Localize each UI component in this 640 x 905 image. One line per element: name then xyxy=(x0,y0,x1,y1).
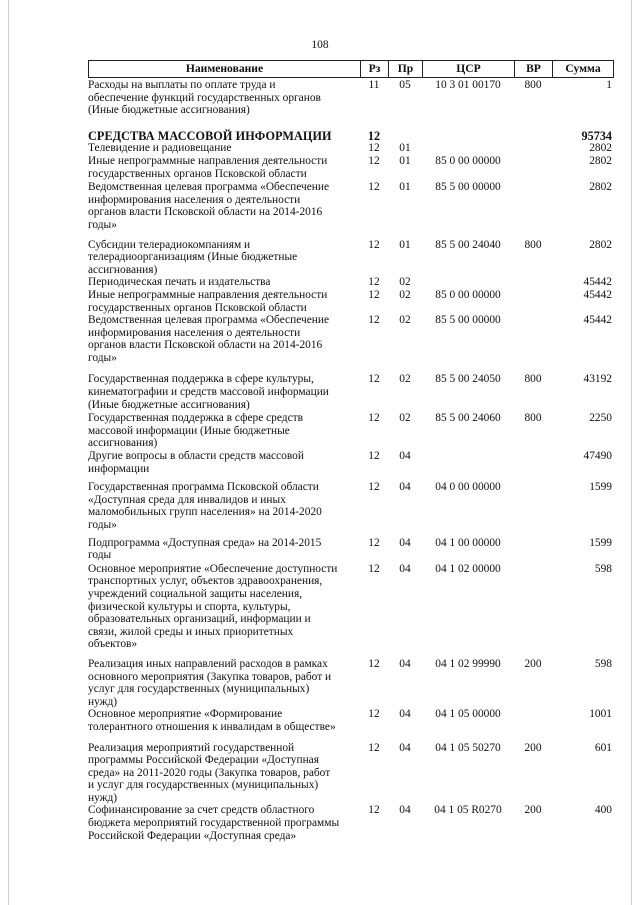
row-rz: 12 xyxy=(368,238,380,251)
table-row xyxy=(88,130,614,143)
row-pr: 04 xyxy=(399,562,411,575)
row-vr xyxy=(514,181,552,231)
table-row xyxy=(88,742,614,805)
row-vr xyxy=(514,289,552,314)
row-rz: 12 xyxy=(368,276,380,289)
row-csr: 85 5 00 00000 xyxy=(435,181,501,194)
header-csr: ЦСР xyxy=(422,61,514,77)
table-row xyxy=(88,373,614,411)
row-rz: 12 xyxy=(368,481,380,494)
row-sum: 47490 xyxy=(583,450,612,463)
row-rz: 12 xyxy=(368,804,380,817)
row-sum: 45442 xyxy=(583,314,612,327)
budget-table xyxy=(88,60,614,842)
row-csr: 04 1 02 99990 xyxy=(435,657,501,670)
row-csr: 04 1 02 00000 xyxy=(435,562,501,575)
table-row xyxy=(88,276,614,289)
row-pr: 02 xyxy=(399,288,411,301)
header-sum: Сумма xyxy=(552,61,614,77)
row-name: Телевидение и радиовещание xyxy=(88,142,232,155)
table-row xyxy=(88,314,614,364)
row-name: СРЕДСТВА МАССОВОЙ ИНФОРМАЦИИ xyxy=(88,128,332,143)
table-row xyxy=(88,142,614,155)
row-name: Основное мероприятие «Формирование толерантного отношения к инвалидам в обществе» xyxy=(88,708,336,733)
row-rz: 12 xyxy=(368,741,380,754)
row-sum: 43192 xyxy=(583,373,612,386)
table-row xyxy=(88,481,614,531)
row-csr xyxy=(422,142,514,155)
row-name: Ведомственная целевая программа «Обеспечение информирования населения о деятельности органов власти Псковской области на 2014-2016 годы» xyxy=(88,181,329,231)
row-rz: 12 xyxy=(368,314,380,327)
table-row xyxy=(88,804,614,842)
row-pr: 01 xyxy=(399,181,411,194)
row-rz: 12 xyxy=(368,536,380,549)
row-pr: 04 xyxy=(399,804,411,817)
table-row xyxy=(88,239,614,277)
row-sum: 45442 xyxy=(583,288,612,301)
row-sum: 598 xyxy=(594,657,612,670)
row-vr: 200 xyxy=(524,657,542,670)
row-rz: 12 xyxy=(368,657,380,670)
table-row xyxy=(88,658,614,708)
row-csr: 04 1 05 00000 xyxy=(435,708,501,721)
row-csr xyxy=(422,276,514,289)
table-row xyxy=(88,181,614,231)
row-vr xyxy=(514,537,552,562)
row-name: Субсидии телерадиокомпаниям и телерадиоорганизациям (Иные бюджетные ассигнования) xyxy=(88,238,298,276)
row-csr xyxy=(422,450,514,475)
row-csr: 04 1 05 50270 xyxy=(435,741,501,754)
row-rz: 12 xyxy=(368,708,380,721)
row-vr xyxy=(514,130,552,143)
row-pr: 04 xyxy=(399,481,411,494)
row-vr xyxy=(514,155,552,180)
row-pr: 01 xyxy=(399,238,411,251)
table-row xyxy=(88,79,614,117)
row-rz: 12 xyxy=(368,412,380,425)
row-csr: 85 5 00 24050 xyxy=(435,373,501,386)
row-vr: 800 xyxy=(524,79,542,91)
row-name: Периодическая печать и издательства xyxy=(88,276,271,289)
row-csr xyxy=(422,130,514,143)
row-sum: 601 xyxy=(594,741,612,754)
table-row xyxy=(88,563,614,651)
row-rz: 12 xyxy=(367,128,381,143)
row-vr: 800 xyxy=(524,373,542,386)
row-csr: 85 5 00 24040 xyxy=(435,238,501,251)
row-sum: 1 xyxy=(606,79,612,91)
header-name: Наименование xyxy=(88,61,360,77)
row-csr: 85 5 00 00000 xyxy=(435,314,501,327)
row-rz: 12 xyxy=(368,142,380,155)
row-name: Другие вопросы в области средств массовой информации xyxy=(88,450,304,475)
row-vr: 200 xyxy=(524,804,542,817)
row-pr: 01 xyxy=(399,142,411,155)
row-vr xyxy=(514,481,552,531)
row-pr: 04 xyxy=(399,536,411,549)
row-name: Софинансирование за счет средств областного бюджета мероприятий государственной программы Российской Федерации «Доступная среда» xyxy=(88,804,340,842)
row-name: Иные непрограммные направления деятельности государственных органов Псковской области xyxy=(88,288,328,314)
row-pr: 02 xyxy=(399,412,411,425)
row-vr xyxy=(514,142,552,155)
row-vr: 800 xyxy=(524,238,542,251)
row-csr: 10 3 01 00170 xyxy=(435,79,501,91)
row-name: Подпрограмма «Доступная среда» на 2014-2015 годы xyxy=(88,536,322,562)
row-sum: 1599 xyxy=(589,536,612,549)
row-sum: 45442 xyxy=(583,276,612,289)
row-vr: 800 xyxy=(524,412,542,425)
row-csr: 85 0 00 00000 xyxy=(435,154,501,167)
row-csr: 04 0 00 00000 xyxy=(435,481,501,494)
row-rz: 12 xyxy=(368,154,380,167)
row-vr xyxy=(514,563,552,651)
row-pr: 02 xyxy=(399,276,411,289)
row-vr xyxy=(514,276,552,289)
row-sum: 1599 xyxy=(589,481,612,494)
row-name: Иные непрограммные направления деятельности государственных органов Псковской области xyxy=(88,154,328,180)
row-name: Ведомственная целевая программа «Обеспечение информирования населения о деятельности органов власти Псковской области на 2014-2016 годы» xyxy=(88,314,329,364)
row-name: Государственная поддержка в сфере средств массовой информации (Иные бюджетные ассигнования) xyxy=(88,412,303,450)
row-sum: 2250 xyxy=(589,412,612,425)
row-pr: 02 xyxy=(399,373,411,386)
table-header xyxy=(88,60,614,78)
row-csr: 04 1 00 00000 xyxy=(435,536,501,549)
row-csr: 04 1 05 R0270 xyxy=(434,804,502,817)
row-rz: 12 xyxy=(368,450,380,463)
header-vr: ВР xyxy=(514,61,552,77)
row-csr: 85 0 00 00000 xyxy=(435,288,501,301)
row-name: Расходы на выплаты по оплате труда и обеспечение функций государственных органов (Иные бюджетные ассигнования) xyxy=(88,79,321,117)
row-pr: 02 xyxy=(399,314,411,327)
row-rz: 12 xyxy=(368,288,380,301)
header-pr: Пр xyxy=(388,61,422,77)
row-sum: 2802 xyxy=(589,238,612,251)
row-sum: 400 xyxy=(594,804,612,817)
table-row xyxy=(88,450,614,475)
table-row xyxy=(88,289,614,314)
row-pr: 04 xyxy=(399,450,411,463)
row-vr xyxy=(514,314,552,364)
table-body xyxy=(88,79,614,842)
row-pr: 05 xyxy=(399,79,411,91)
row-pr: 04 xyxy=(399,708,411,721)
row-sum: 2802 xyxy=(589,181,612,194)
row-pr: 04 xyxy=(399,741,411,754)
header-rz: Рз xyxy=(360,61,388,77)
table-row xyxy=(88,155,614,180)
row-pr: 04 xyxy=(399,657,411,670)
row-vr xyxy=(514,450,552,475)
scan-margin-line-left xyxy=(8,0,9,905)
row-sum: 2802 xyxy=(589,142,612,155)
row-name: Государственная поддержка в сфере культуры, кинематографии и средств массовой информации (Иные бюджетные ассигнования) xyxy=(88,373,329,411)
row-pr: 01 xyxy=(399,154,411,167)
row-pr xyxy=(388,130,422,143)
row-rz: 12 xyxy=(368,562,380,575)
row-rz: 12 xyxy=(368,181,380,194)
row-vr xyxy=(514,708,552,733)
row-sum: 598 xyxy=(594,562,612,575)
row-name: Основное мероприятие «Обеспечение доступности транспортных услуг, объектов здравоохранения, учреждений социальной защиты населения, физической культуры и спорта, культуры, образовательных организаций, информации и связи, жилой среды и иных приоритетных объектов» xyxy=(88,562,338,651)
table-row xyxy=(88,708,614,733)
row-sum: 1001 xyxy=(589,708,612,721)
table-row xyxy=(88,412,614,450)
row-name: Государственная программа Псковской области «Доступная среда для инвалидов и иных маломобильных групп населения» на 2014-2020 годы» xyxy=(88,481,322,531)
row-name: Реализация мероприятий государственной программы Российской Федерации «Доступная среда» на 2011-2020 годы (Закупка товаров, работ и услуг для государственных (муниципальных) нужд) xyxy=(88,741,331,804)
table-row xyxy=(88,537,614,562)
row-sum: 2802 xyxy=(589,154,612,167)
row-vr: 200 xyxy=(524,741,542,754)
row-sum: 95734 xyxy=(581,128,612,143)
row-rz: 11 xyxy=(368,79,380,91)
scan-margin-line-right xyxy=(631,0,632,905)
row-rz: 12 xyxy=(368,373,380,386)
page-number: 108 xyxy=(311,39,329,51)
row-name: Реализация иных направлений расходов в рамках основного мероприятия (Закупка товаров, работ и услуг для государственных (муниципальных) нужд) xyxy=(88,657,332,708)
row-csr: 85 5 00 24060 xyxy=(435,412,501,425)
